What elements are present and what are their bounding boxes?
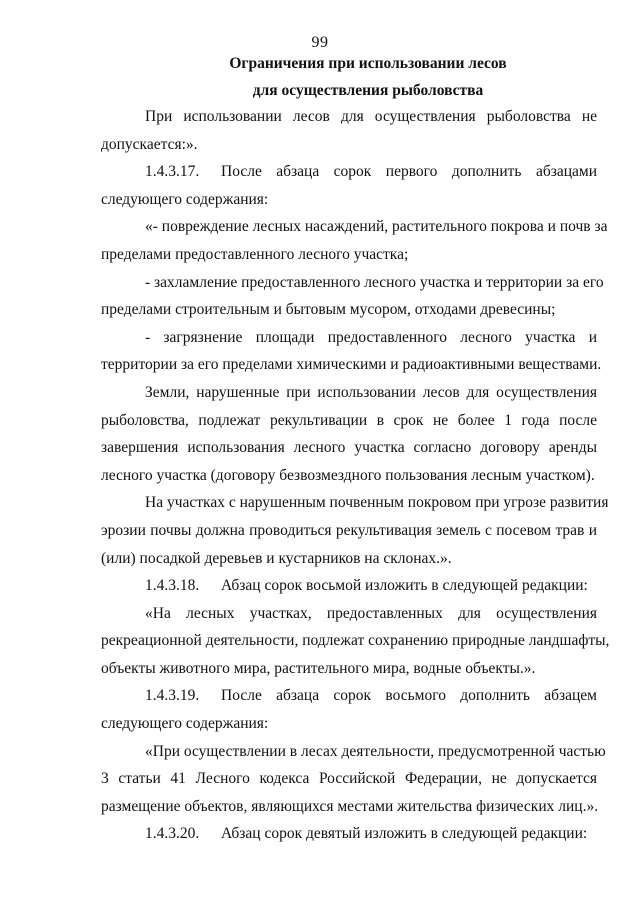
paragraph: [101, 572, 597, 600]
text-line: «На лесных участках, предоставленных для осуществления: [145, 604, 597, 622]
clause-text: После абзаца сорок восьмого дополнить абзацем: [221, 687, 597, 705]
clause-text: После абзаца сорок первого дополнить абзацами: [221, 163, 597, 181]
paragraph: [101, 379, 597, 489]
text-line: пределами строительным и бытовым мусором, отходами древесины;: [101, 301, 556, 319]
text-line: - захламление предоставленного лесного участка и территории за его: [145, 273, 604, 291]
text-line: следующего содержания:: [101, 190, 269, 208]
paragraph: [101, 489, 609, 572]
text-line: размещение объектов, являющихся местами жительства физических лиц.».: [101, 797, 599, 815]
text-line: «При осуществлении в лесах деятельности, предусмотренной частью: [145, 742, 606, 760]
page-number: 99: [311, 34, 329, 51]
text-line: территории за его пределами химическими и радиоактивными веществами.: [101, 356, 602, 374]
text-line: завершения использования лесного участка согласно договору аренды: [101, 439, 597, 457]
text-line: пределами предоставленного лесного участка;: [101, 245, 409, 263]
paragraph: [101, 600, 610, 683]
text-line: 3 статьи 41 Лесного кодекса Российской Федерации, не допускается: [101, 770, 597, 788]
clause-text: Абзац сорок девятый изложить в следующей редакции:: [221, 825, 588, 843]
text-line: [101, 820, 597, 848]
clause-number: 1.4.3.19.: [145, 687, 200, 705]
text-line: рыболовства, подлежат рекультивации в срок не более 1 года после: [101, 411, 597, 429]
paragraph: [101, 324, 602, 379]
clause-number: 1.4.3.20.: [145, 825, 200, 843]
clause-number: 1.4.3.18.: [145, 577, 200, 595]
text-line: (или) посадкой деревьев и кустарников на склонах.».: [101, 549, 452, 567]
text-line: лесного участка (договору безвозмездного пользования лесным участком).: [101, 466, 595, 484]
text-line: «- повреждение лесных насаждений, растительного покрова и почв за: [145, 218, 608, 236]
text-line: объекты животного мира, растительного мира, водные объекты.».: [101, 659, 536, 677]
text-line: [101, 158, 597, 186]
paragraph: [101, 738, 606, 821]
paragraph: [101, 682, 597, 737]
paragraph: [101, 820, 597, 848]
clause-number: 1.4.3.17.: [145, 163, 200, 181]
text-line: При использовании лесов для осуществления рыболовства не: [145, 108, 597, 125]
clause-text: Абзац сорок восьмой изложить в следующей редакции:: [221, 577, 588, 595]
text-line: допускается:».: [101, 135, 198, 153]
text-line: рекреационной деятельности, подлежат сохранению природные ландшафты,: [101, 632, 610, 650]
paragraph: [101, 213, 608, 268]
section-title-line-1: Ограничения при использовании лесов: [229, 55, 507, 72]
text-line: На участках с нарушенным почвенным покровом при угрозе развития: [145, 494, 609, 512]
text-line: эрозии почвы должна проводиться рекультивация земель с посевом трав и: [101, 521, 597, 539]
text-line: - загрязнение площади предоставленного лесного участка и: [145, 328, 597, 346]
paragraph: [101, 103, 597, 158]
section-title-line-2: для осуществления рыболовства: [252, 82, 484, 99]
text-line: [101, 572, 597, 600]
paragraph: [101, 158, 597, 213]
paragraph: [101, 269, 604, 324]
text-line: [101, 682, 597, 710]
document-body: [101, 103, 610, 848]
text-line: следующего содержания:: [101, 715, 269, 733]
text-line: Земли, нарушенные при использовании лесов для осуществления: [145, 383, 597, 401]
